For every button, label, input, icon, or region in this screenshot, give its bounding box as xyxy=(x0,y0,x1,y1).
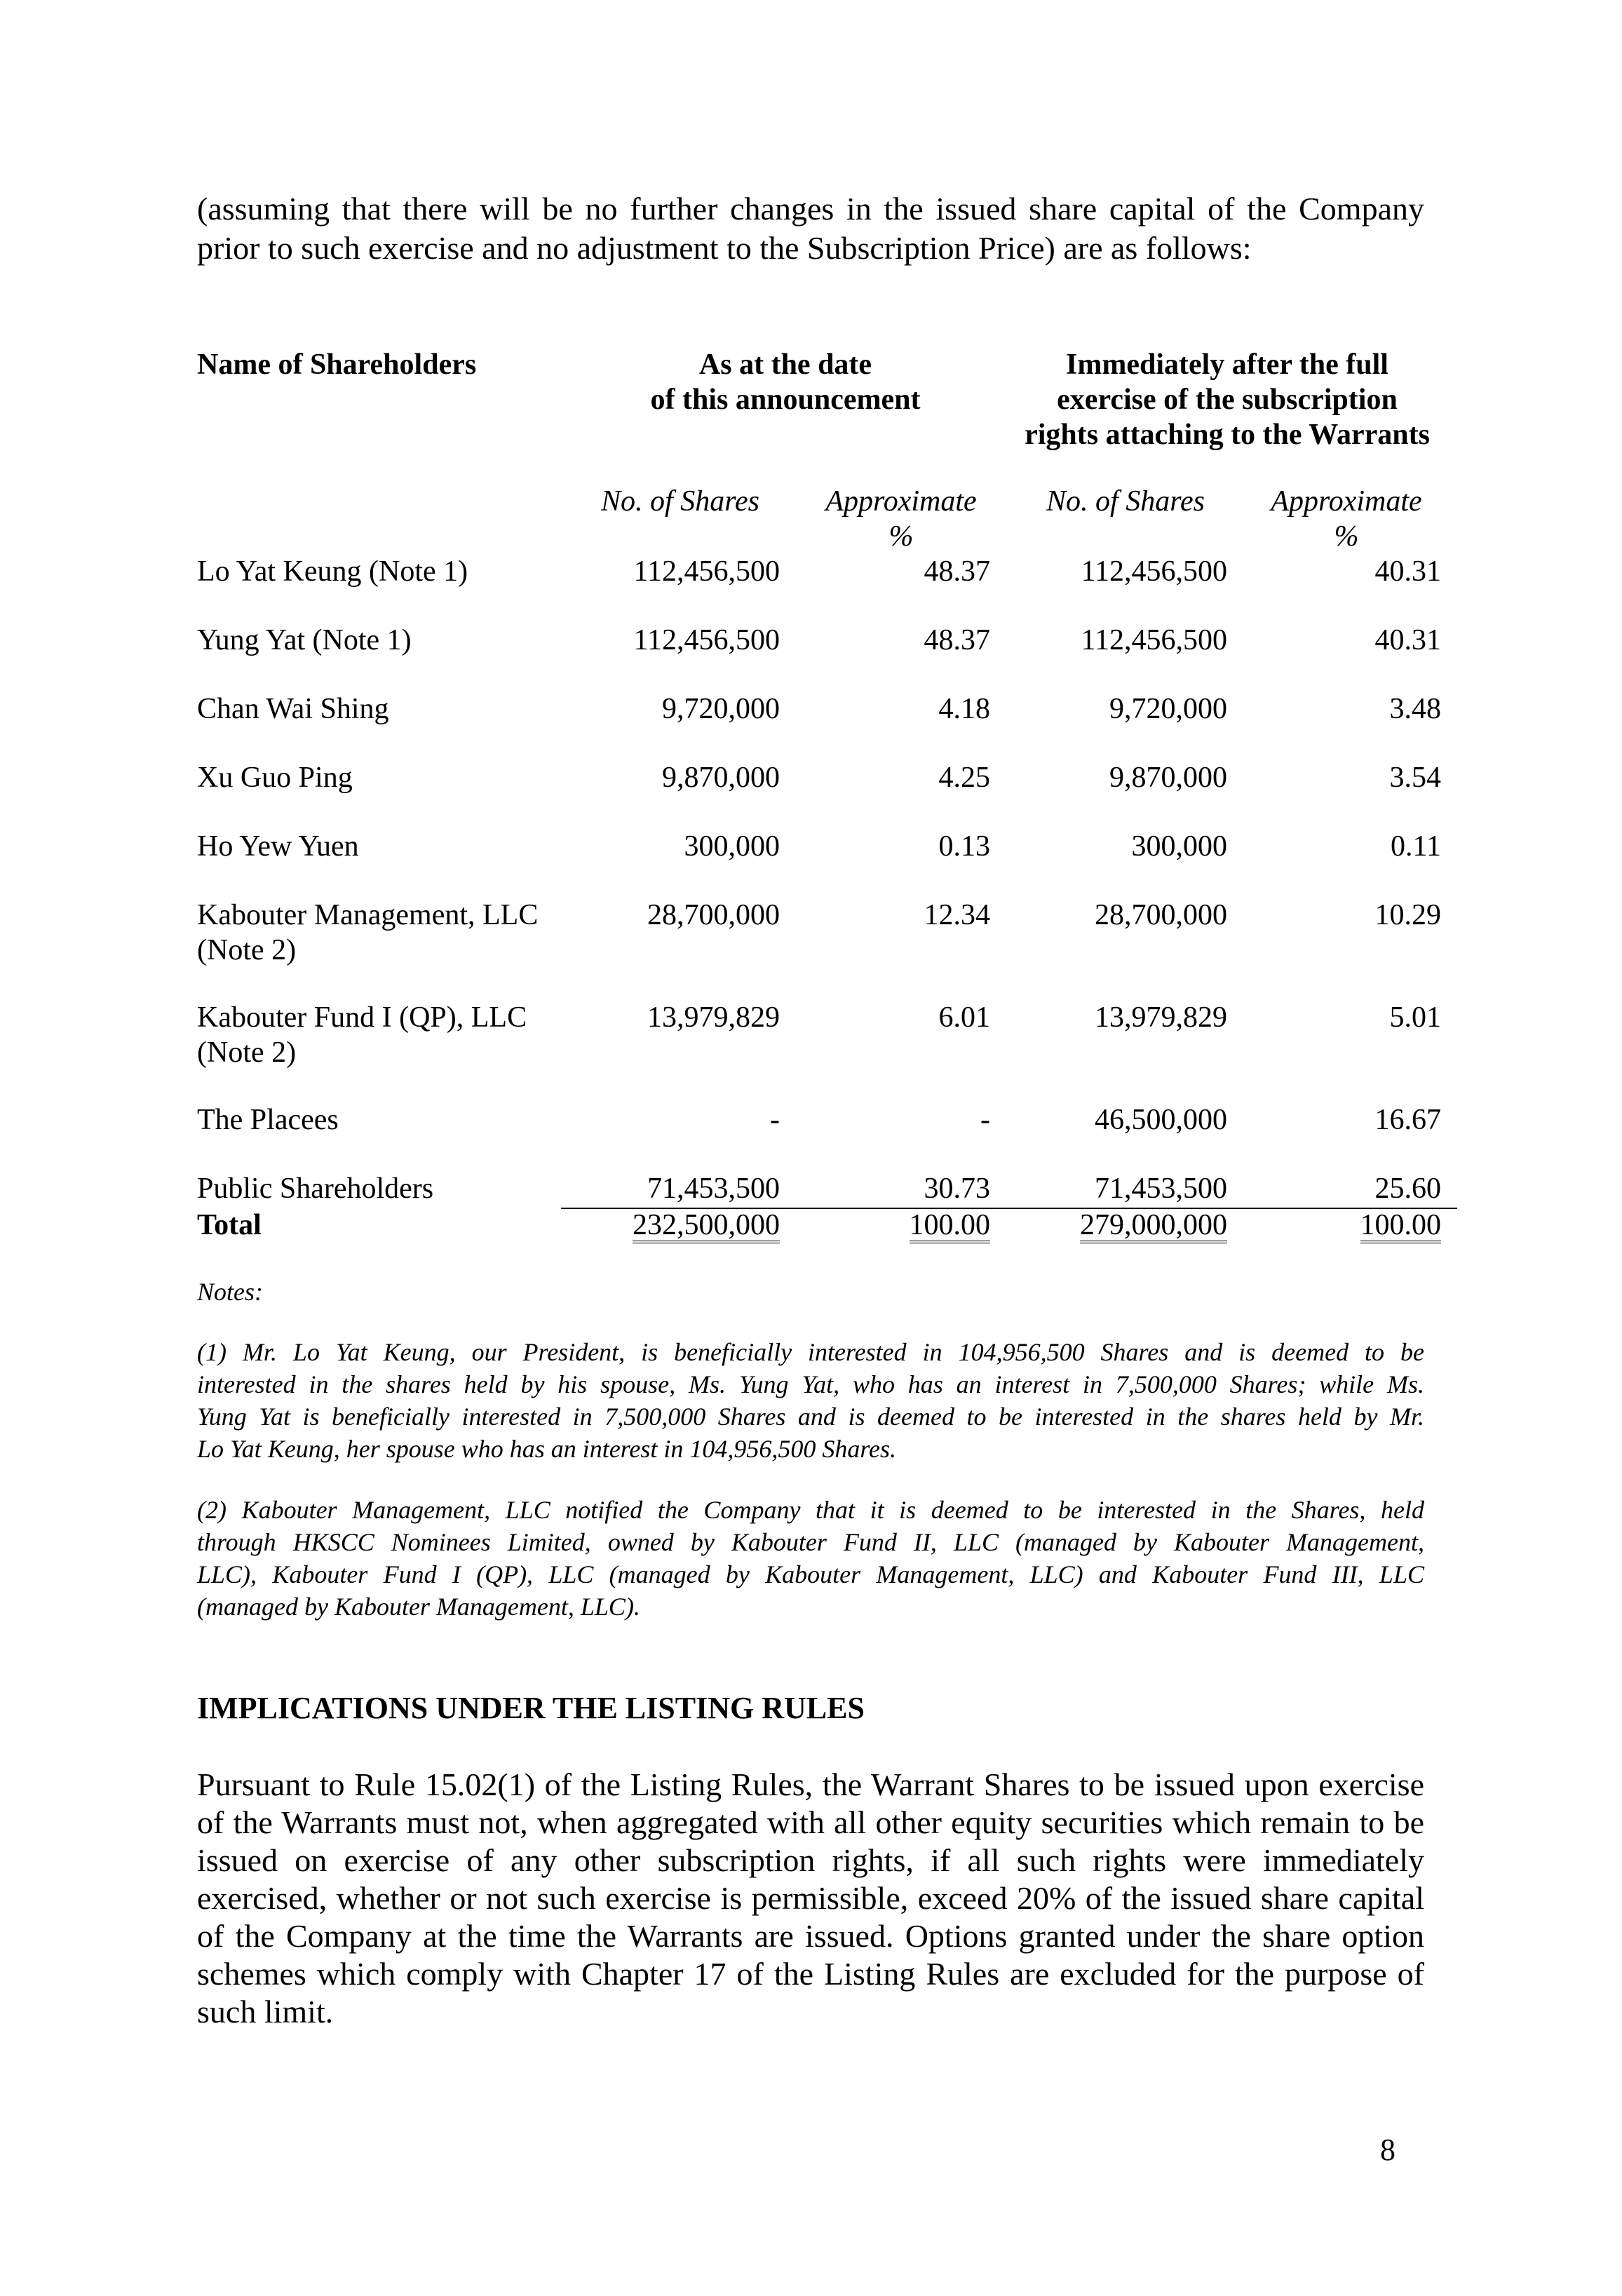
total-shares-after: 279,000,000 xyxy=(1080,1210,1227,1243)
shares-after: 13,979,829 xyxy=(1095,1001,1227,1034)
shares-after: 112,456,500 xyxy=(1081,555,1227,588)
table-row xyxy=(0,760,1622,802)
table-row xyxy=(0,829,1622,871)
pct-after: 0.11 xyxy=(1391,830,1441,863)
pct-now: 6.01 xyxy=(938,1001,990,1034)
pct-after: 25.60 xyxy=(1374,1173,1441,1205)
notes-title: Notes: xyxy=(197,1278,263,1306)
table-row xyxy=(0,1000,1622,1069)
shares-now: 112,456,500 xyxy=(633,624,780,656)
shareholder-name: Yung Yat (Note 1) xyxy=(197,624,412,656)
pct-now: 4.18 xyxy=(938,693,990,725)
shareholder-name: Kabouter Management, LLC (Note 2) xyxy=(197,899,539,966)
table-row xyxy=(0,898,1622,966)
shares-now: 13,979,829 xyxy=(647,1001,780,1034)
header-after-exercise: Immediately after the full exercise of the subscription rights attaching to the Warrants xyxy=(1025,349,1430,451)
shares-now: 112,456,500 xyxy=(633,555,780,588)
shares-after: 46,500,000 xyxy=(1095,1104,1227,1136)
shares-after: 9,720,000 xyxy=(1109,693,1227,725)
shares-now: 9,870,000 xyxy=(662,762,780,794)
note-2: (2) Kabouter Management, LLC notified the Company that it is deemed to be interested in the Shares, held through HKSCC Nominees Limited, owned by Kabouter Fund II, LLC (managed by Kabouter Management, LLC), Kabouter Fund I (QP), LLC (managed by Kabouter Management, LLC) and Kabouter Fund III, LLC (managed by Kabouter Management, LLC). xyxy=(197,1496,1424,1621)
pct-now: 12.34 xyxy=(924,899,990,931)
shares-after: 300,000 xyxy=(1131,830,1227,863)
header-as-at-date: As at the date of this announcement xyxy=(650,349,921,416)
subheader-no-of-shares: No. of Shares xyxy=(601,485,759,518)
shareholder-name: Public Shareholders xyxy=(197,1173,434,1205)
table-row xyxy=(0,691,1622,734)
pct-now: 30.73 xyxy=(924,1173,990,1205)
pct-after: 10.29 xyxy=(1374,899,1441,931)
intro-line: (assuming that there will be no further changes in the issued share capital of the Company xyxy=(197,191,1424,227)
pct-now: 4.25 xyxy=(938,762,990,794)
shareholder-name: Chan Wai Shing xyxy=(197,693,389,725)
shareholder-name: The Placees xyxy=(197,1104,339,1136)
section-heading: IMPLICATIONS UNDER THE LISTING RULES xyxy=(197,1691,865,1725)
table-row xyxy=(0,554,1622,596)
subheader-approximate-percent: Approximate % xyxy=(1271,485,1422,553)
pct-after: 40.31 xyxy=(1374,624,1441,656)
pct-now: 48.37 xyxy=(924,624,990,656)
shares-after: 71,453,500 xyxy=(1095,1173,1227,1205)
shares-now: 71,453,500 xyxy=(647,1173,780,1205)
total-pct-after: 100.00 xyxy=(1360,1210,1442,1243)
shares-after: 112,456,500 xyxy=(1081,624,1227,656)
table-row xyxy=(0,623,1622,665)
section-paragraph: Pursuant to Rule 15.02(1) of the Listing Rules, the Warrant Shares to be issued upon exercise of the Warrants must not, when aggregated with all other equity securities which remain to be issued on exercise of any other subscription rights, if all such rights were immediately exercised, whether or not such exercise is permissible, exceed 20% of the issued share capital of the Company at the time the Warrants are issued. Options granted under the share option schemes which comply with Chapter 17 of the Listing Rules are excluded for the purpose of such limit. xyxy=(197,1767,1424,2030)
page-number: 8 xyxy=(1380,2133,1395,2167)
intro-paragraph xyxy=(197,189,1424,268)
header-name-of-shareholders: Name of Shareholders xyxy=(197,349,477,381)
shareholder-name: Xu Guo Ping xyxy=(197,762,353,794)
intro-line: prior to such exercise and no adjustment to the Subscription Price) are as follows: xyxy=(197,230,1252,266)
total-shares-now: 232,500,000 xyxy=(633,1210,780,1243)
shares-now: - xyxy=(770,1104,780,1136)
shares-after: 28,700,000 xyxy=(1095,899,1227,931)
total-pct-now: 100.00 xyxy=(910,1210,991,1243)
pct-now: 48.37 xyxy=(924,555,990,588)
pct-after: 3.54 xyxy=(1389,762,1441,794)
total-label: Total xyxy=(197,1209,262,1241)
pct-after: 16.67 xyxy=(1374,1104,1441,1136)
shares-now: 9,720,000 xyxy=(662,693,780,725)
pct-after: 40.31 xyxy=(1374,555,1441,588)
table-total-row xyxy=(0,1208,1622,1250)
pct-now: 0.13 xyxy=(938,830,990,863)
table-row xyxy=(0,1171,1622,1213)
pct-now: - xyxy=(980,1104,990,1136)
table-row xyxy=(0,1102,1622,1144)
shares-now: 300,000 xyxy=(684,830,780,863)
note-1: (1) Mr. Lo Yat Keung, our President, is beneficially interested in 104,956,500 Shares and is deemed to be interested in the shares held by his spouse, Ms. Yung Yat, who has an interest in 7,500,000 Shares; while Ms. Yung Yat is beneficially interested in 7,500,000 Shares and is deemed to be interested in the shares held by Mr. Lo Yat Keung, her spouse who has an interest in 104,956,500 Shares. xyxy=(197,1338,1424,1463)
pct-after: 3.48 xyxy=(1389,693,1441,725)
pct-after: 5.01 xyxy=(1389,1001,1441,1034)
shareholder-name: Kabouter Fund I (QP), LLC (Note 2) xyxy=(197,1001,527,1069)
shareholder-name: Ho Yew Yuen xyxy=(197,830,359,863)
subheader-no-of-shares: No. of Shares xyxy=(1046,485,1205,518)
shares-after: 9,870,000 xyxy=(1109,762,1227,794)
subheader-approximate-percent: Approximate % xyxy=(825,485,977,553)
shareholder-name: Lo Yat Keung (Note 1) xyxy=(197,555,468,588)
shares-now: 28,700,000 xyxy=(647,899,780,931)
